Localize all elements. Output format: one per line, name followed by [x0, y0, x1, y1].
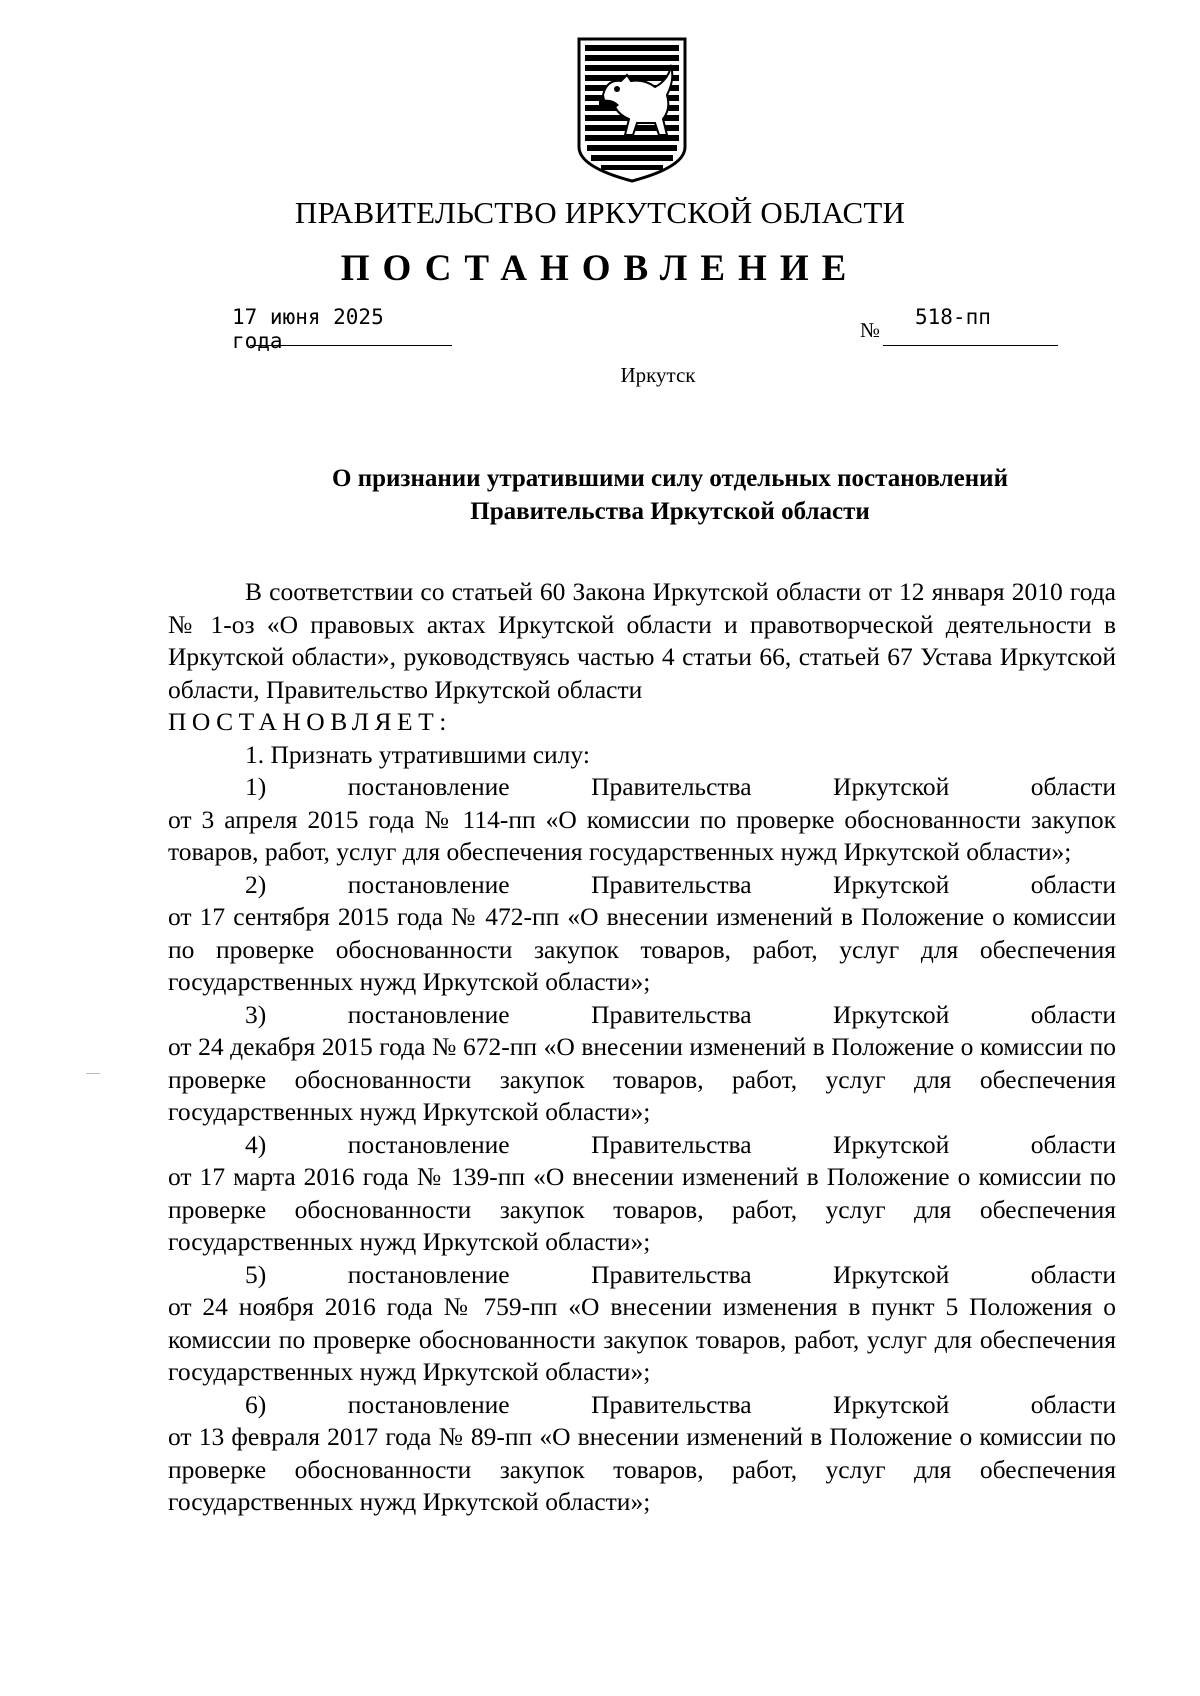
item-body: от 24 ноября 2016 года № 759-пп «О внесении изменения в пункт 5 Положения о комиссии по проверке обоснованности закупок товаров, работ, услуг для обеспечения государственных нужд Иркутской области»;: [168, 1292, 1116, 1386]
item-number: 5): [245, 1259, 267, 1289]
item-word: Правительства: [591, 1389, 752, 1419]
item-word: Правительства: [591, 999, 752, 1029]
item-word: постановление: [347, 999, 510, 1029]
item-number: 4): [245, 1129, 267, 1159]
item-word: области: [1030, 1259, 1116, 1289]
number-sign: №: [860, 318, 881, 342]
item-word: Иркутской: [833, 1129, 950, 1159]
document-number: 518-пп: [915, 305, 991, 329]
item-body: от 17 марта 2016 года № 139-пп «О внесении изменений в Положение о комиссии по проверке обоснованности закупок товаров, работ, услуг для обеспечения государственных нужд Иркутской области»;: [168, 1162, 1116, 1256]
item-body: от 24 декабря 2015 года № 672-пп «О внесении изменений в Положение о комиссии по проверке обоснованности закупок товаров, работ, услуг для обеспечения государственных нужд Иркутской области»;: [168, 1032, 1116, 1126]
margin-mark: [86, 1073, 100, 1074]
list-item: [168, 1389, 1116, 1519]
title-line-1: О признании утратившими силу отдельных постановлений: [332, 465, 1008, 492]
document-city: Иркутск: [620, 363, 696, 387]
item-word: области: [1030, 999, 1116, 1029]
item-word: постановление: [347, 1389, 510, 1419]
item-body: от 13 февраля 2017 года № 89-пп «О внесении изменений в Положение о комиссии по проверке обоснованности закупок товаров, работ, услуг для обеспечения государственных нужд Иркутской области»;: [168, 1422, 1116, 1516]
number-underline: [883, 345, 1058, 346]
item-word: области: [1030, 1129, 1116, 1159]
date-underline: [250, 345, 452, 346]
item-word: Правительства: [591, 1129, 752, 1159]
list-item: [168, 869, 1116, 999]
coat-of-arms-emblem: [575, 35, 689, 185]
document-title: [240, 462, 1100, 528]
item-word: области: [1030, 772, 1116, 801]
document-date: 17 июня 2025 года: [232, 305, 384, 353]
item-word: Иркутской: [833, 869, 950, 899]
resolves-heading: ПОСТАНОВЛЯЕТ:: [168, 707, 452, 736]
list-item: [168, 1259, 1116, 1389]
item-number: 6): [245, 1389, 267, 1419]
title-line-2: Правительства Иркутской области: [470, 498, 870, 525]
item-number: 2): [245, 869, 267, 899]
item-word: постановление: [347, 869, 510, 899]
item-word: Иркутской: [833, 1389, 950, 1419]
item-word: Иркутской: [833, 1259, 950, 1289]
item-word: Правительства: [591, 772, 752, 801]
item-body: от 3 апреля 2015 года № 114-пп «О комиссии по проверке обоснованности закупок товаров, работ, услуг для обеспечения государственных нужд Иркутской области»;: [168, 804, 1116, 866]
item-word: постановление: [347, 1259, 510, 1289]
document-type: ПОСТАНОВЛЕНИЕ: [340, 248, 860, 289]
list-item: [168, 999, 1116, 1129]
item-word: Иркутской: [833, 772, 950, 801]
item-number: 1): [245, 772, 267, 801]
item-word: постановление: [347, 1129, 510, 1159]
list-item: [168, 1129, 1116, 1259]
clause-1: 1. Признать утратившими силу:: [245, 739, 590, 769]
list-item: [168, 771, 1116, 869]
item-word: Правительства: [591, 1259, 752, 1289]
item-word: Иркутской: [833, 999, 950, 1029]
item-body: от 17 сентября 2015 года № 472-пп «О внесении изменений в Положение о комиссии по проверке обоснованности закупок товаров, работ, услуг для обеспечения государственных нужд Иркутской области»;: [168, 902, 1116, 996]
item-word: области: [1030, 869, 1116, 899]
preamble-paragraph: В соответствии со статьей 60 Закона Иркутской области от 12 января 2010 года № 1-оз «О правовых актах Иркутской области и правотворческой деятельности в Иркутской области», руководствуясь частью 4 статьи 66, статьей 67 Устава Иркутской области, Правительство Иркутской области: [168, 577, 1116, 704]
item-number: 3): [245, 999, 267, 1029]
item-word: Правительства: [591, 869, 752, 899]
document-body: [168, 576, 1116, 1519]
item-word: постановление: [347, 772, 510, 801]
item-word: области: [1030, 1389, 1116, 1419]
government-name: ПРАВИТЕЛЬСТВО ИРКУТСКОЙ ОБЛАСТИ: [294, 195, 906, 230]
